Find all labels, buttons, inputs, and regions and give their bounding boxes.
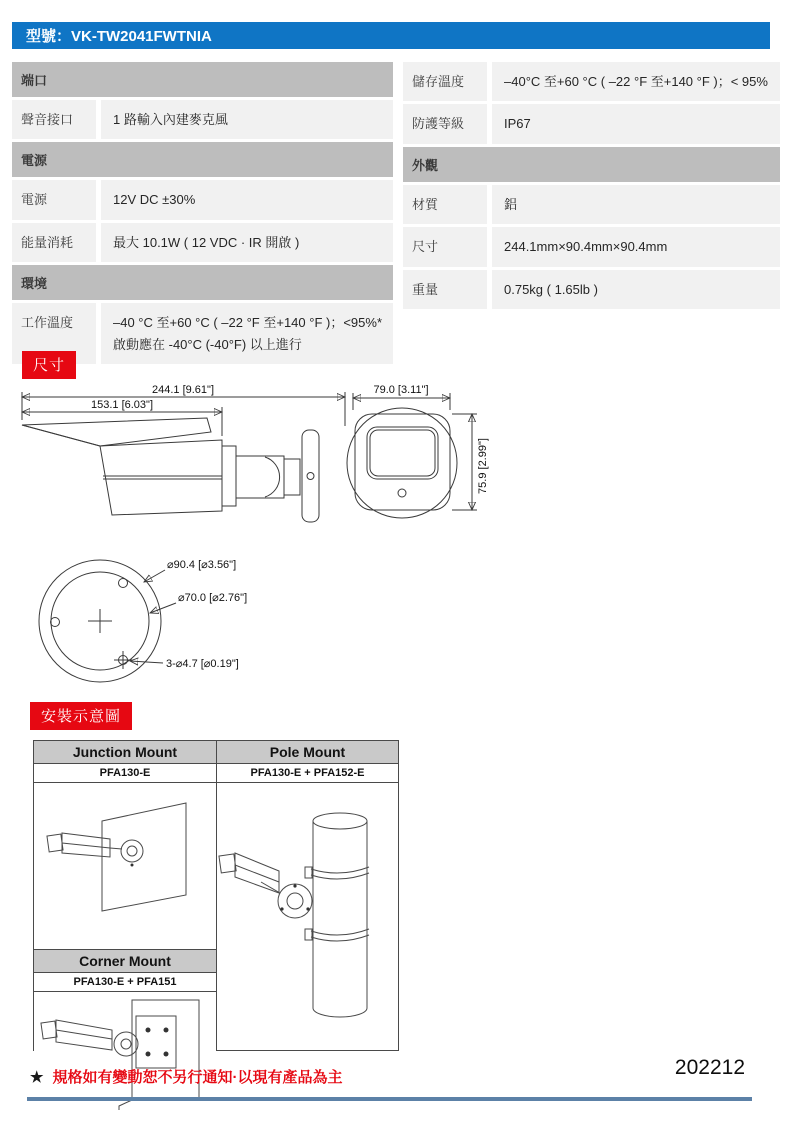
mount-section-label: 安裝示意圖 (41, 708, 122, 725)
spec-label: 電源 (12, 180, 96, 219)
mount-table-left-column (34, 741, 217, 1050)
spec-section-header: 環境 (12, 265, 393, 300)
spec-label: 能量消耗 (12, 223, 96, 262)
spec-value: –40°C 至+60 °C ( –22 °F 至+140 °F )；< 95% (492, 62, 780, 101)
spec-value: –40 °C 至+60 °C ( –22 °F 至+140 °F )；<95%* 啟動應在 -40°C (-40°F) 以上進行 (101, 303, 393, 364)
corner-mount-title: Corner Mount (34, 949, 216, 973)
footer-note-text: 規格如有變動恕不另行通知·以現有產品為主 (52, 1069, 343, 1086)
footer-note (30, 1066, 342, 1087)
spec-row (403, 104, 780, 143)
spec-value: 0.75kg ( 1.65lb ) (492, 270, 780, 309)
dimensions-drawing (15, 380, 490, 695)
mount-table-right-column (217, 741, 398, 1050)
spec-value: 244.1mm×90.4mm×90.4mm (492, 227, 780, 266)
junction-mount-part: PFA130-E (34, 764, 216, 783)
date-code: 202212 (674, 1056, 745, 1079)
spec-label: 聲音接口 (12, 100, 96, 139)
dimensions-section-tag (22, 351, 76, 379)
spec-value: 鋁 (492, 185, 780, 224)
spec-section-header: 端口 (12, 62, 393, 97)
spec-label: 儲存溫度 (403, 62, 487, 101)
spec-table-left (12, 62, 393, 364)
side-view-dimensions (22, 384, 345, 436)
spec-label: 重量 (403, 270, 487, 309)
pole-mount-title: Pole Mount (217, 741, 398, 764)
dim-mount-holes: 3-⌀4.7 [⌀0.19"] (166, 658, 239, 670)
spec-table-right (403, 62, 780, 309)
spec-value: IP67 (492, 104, 780, 143)
spec-row (403, 227, 780, 266)
model-header-bar (12, 22, 770, 49)
model-label: 型號：VK-TW2041FWTNIA (26, 28, 212, 45)
mounting-base-view (39, 559, 247, 682)
star-icon: ★ (30, 1069, 44, 1086)
spec-row (12, 223, 393, 262)
dimensions-section-label: 尺寸 (33, 357, 66, 374)
pole-mount-drawing (217, 783, 398, 1050)
mount-table (33, 740, 399, 1051)
corner-mount-part: PFA130-E + PFA151 (34, 973, 216, 992)
dim-total-length: 244.1 [9.61"] (151, 384, 215, 396)
pole-mount-part: PFA130-E + PFA152-E (217, 764, 398, 783)
spec-row (403, 185, 780, 224)
spec-label: 材質 (403, 185, 487, 224)
spec-label: 工作溫度 (12, 303, 96, 364)
spec-value: 12V DC ±30% (101, 180, 393, 219)
corner-mount-drawing (34, 992, 216, 1110)
spec-row (12, 100, 393, 139)
spec-row (403, 62, 780, 101)
dim-front-width: 79.0 [3.11"] (373, 384, 429, 396)
spec-section-header: 電源 (12, 142, 393, 177)
junction-mount-drawing (34, 783, 216, 949)
spec-value: 1 路輸入內建麥克風 (101, 100, 393, 139)
spec-section-header: 外觀 (403, 147, 780, 182)
spec-label: 防護等級 (403, 104, 487, 143)
spec-label: 尺寸 (403, 227, 487, 266)
footer-divider-line (27, 1097, 752, 1101)
spec-value: 最大 10.1W ( 12 VDC · IR 開啟 ) (101, 223, 393, 262)
dim-body-length: 153.1 [6.03"] (90, 399, 154, 411)
spec-row (12, 180, 393, 219)
dim-circle-diameter: ⌀70.0 [⌀2.76"] (178, 592, 248, 604)
mount-section-tag (30, 702, 132, 730)
spec-row (403, 270, 780, 309)
camera-front-view (347, 384, 489, 518)
dim-outer-diameter: ⌀90.4 [⌀3.56"] (167, 559, 237, 571)
junction-mount-title: Junction Mount (34, 741, 216, 764)
dim-front-height: 75.9 [2.99"] (477, 438, 489, 494)
camera-side-view (22, 418, 319, 522)
